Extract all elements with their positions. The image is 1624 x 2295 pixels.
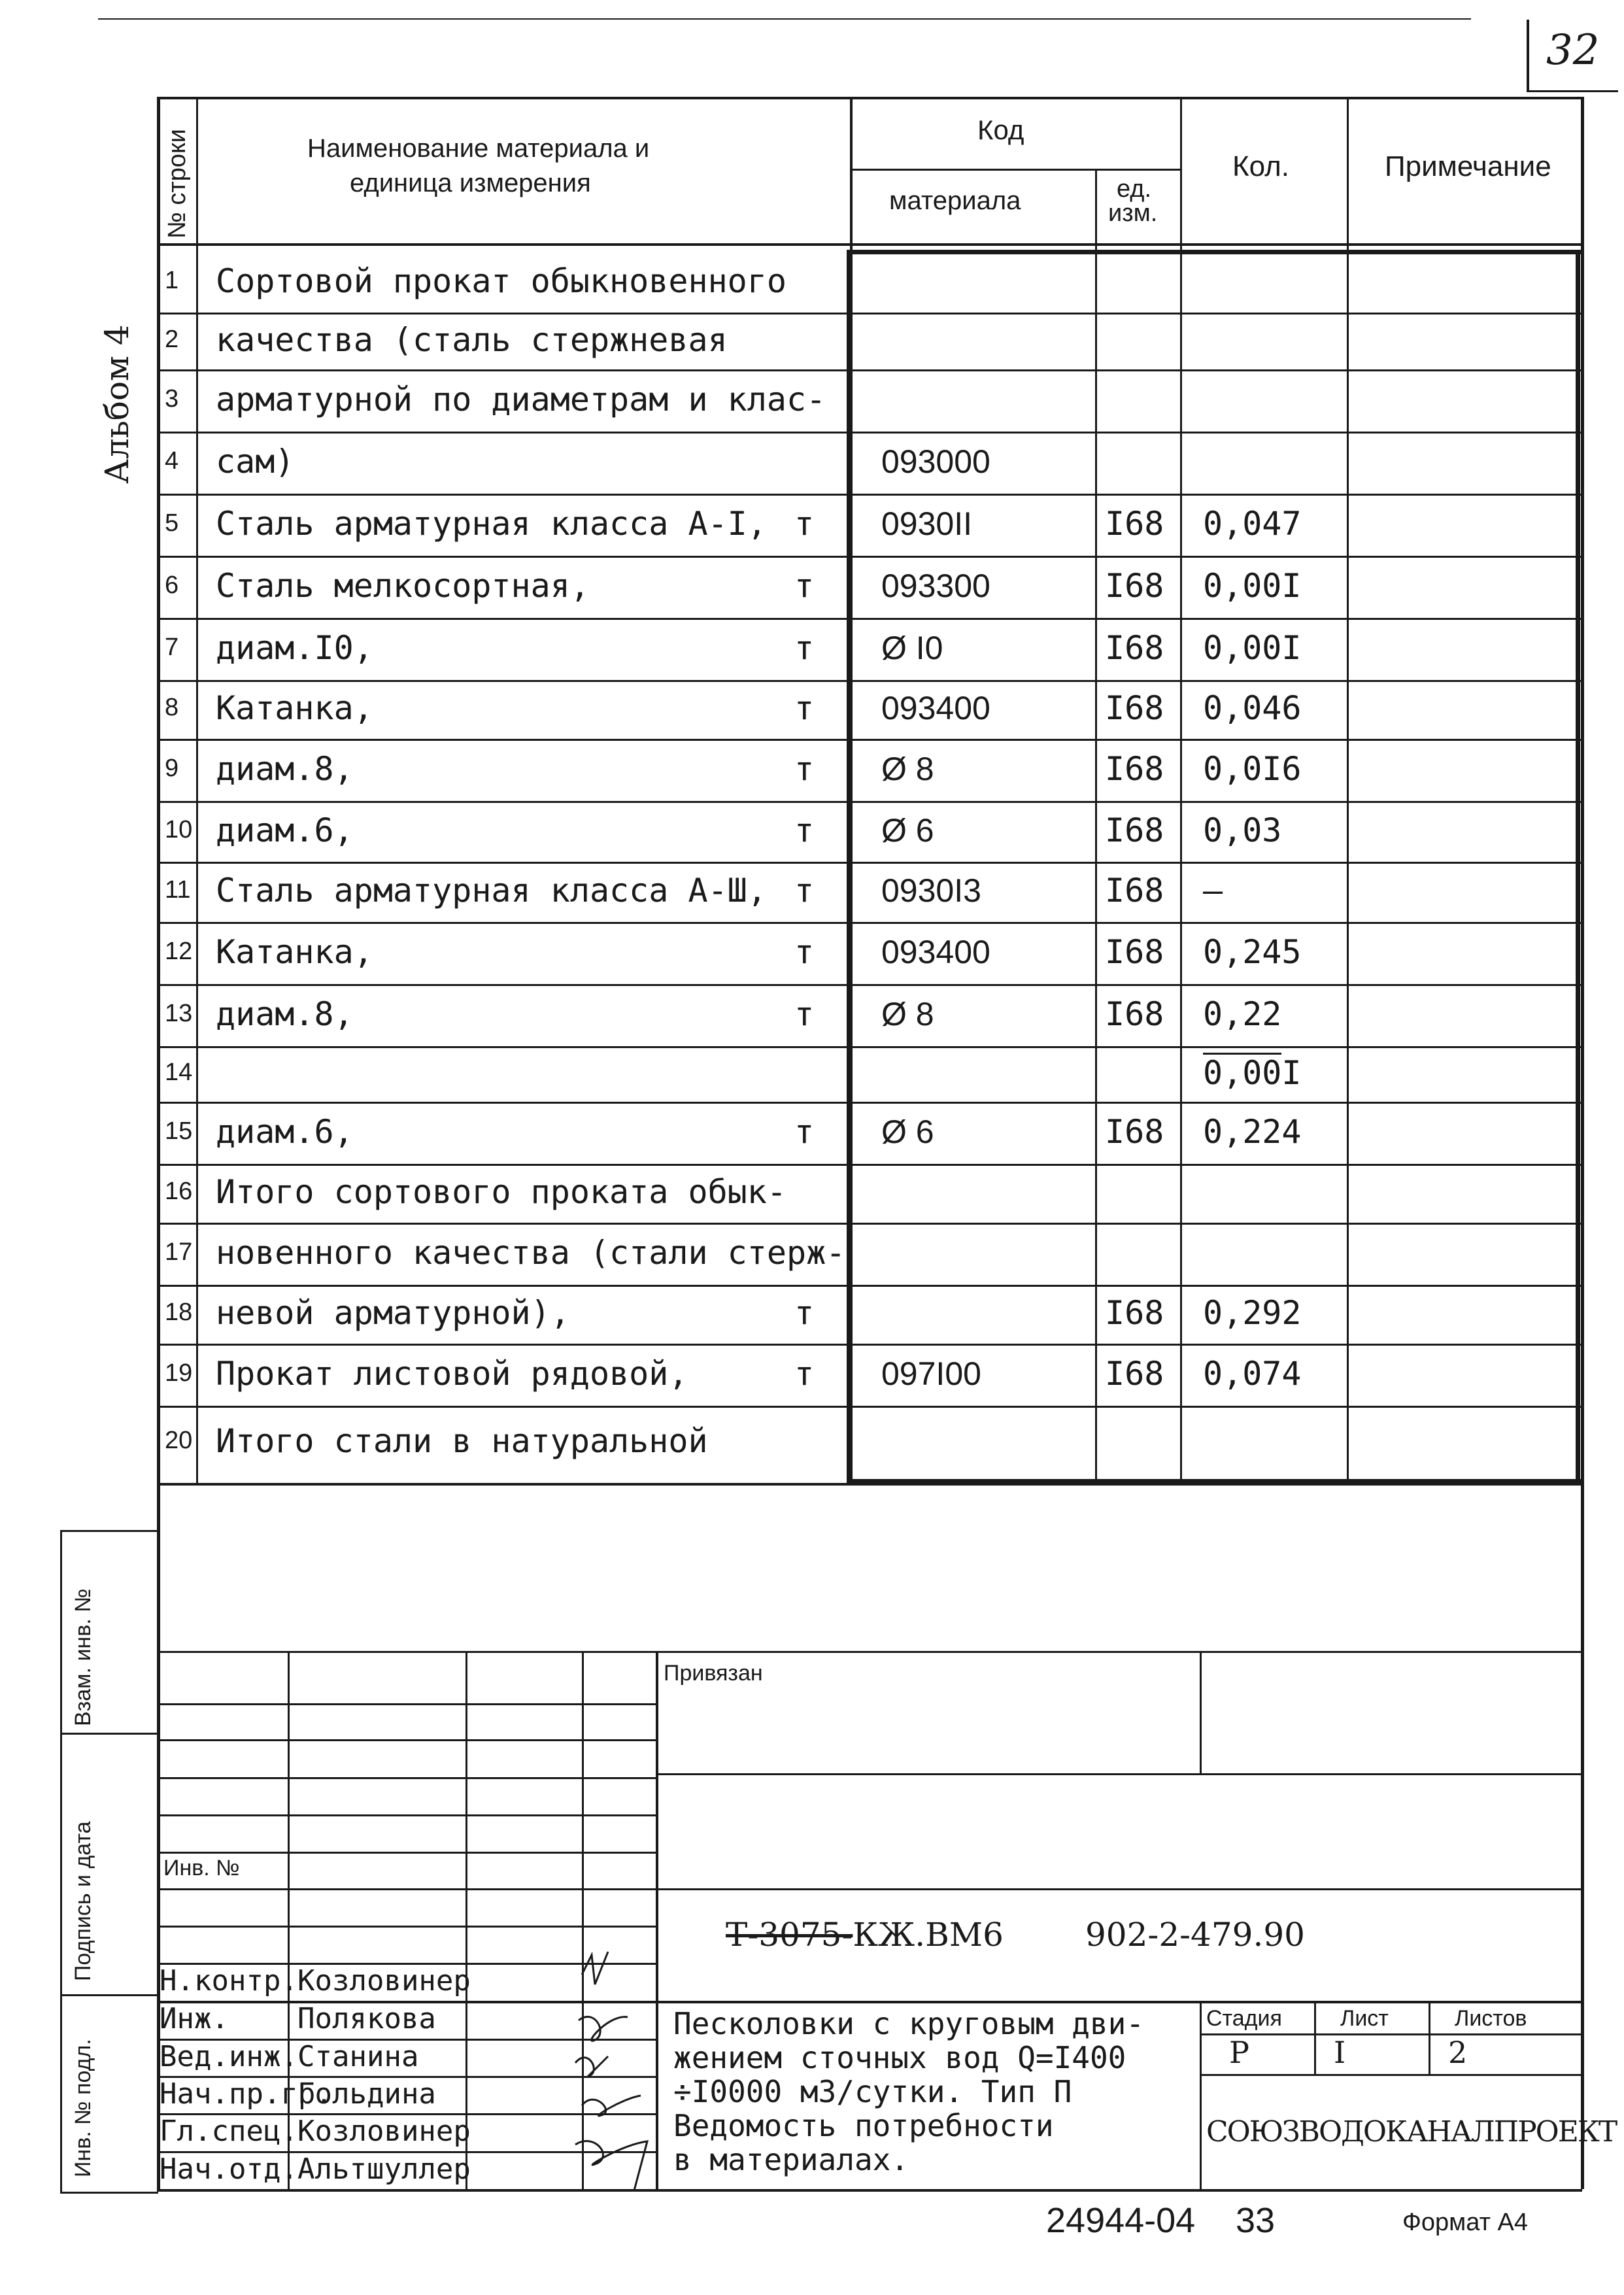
row-number: 15 [165, 1117, 193, 1145]
stamp-privyazan-split [1200, 1651, 1202, 1773]
row-separator [157, 432, 1582, 434]
row-number: 6 [165, 571, 179, 599]
page-number-box-line [1527, 20, 1529, 92]
row-unit: I68 [1105, 932, 1164, 971]
header-qty: Кол. [1232, 150, 1290, 182]
stamp-person-role: Нач.отд. [160, 2152, 298, 2186]
row-code: 093300 [881, 567, 990, 604]
page-number-box-bottom [1527, 90, 1618, 92]
stamp-bottom [157, 2189, 1582, 2192]
stamp-listov-label: Листов [1455, 2006, 1527, 2031]
row-separator [157, 556, 1582, 558]
row-qty: 0,03 [1203, 811, 1282, 849]
row-number: 4 [165, 447, 179, 475]
row-separator [157, 680, 1582, 682]
header-note: Примечание [1385, 150, 1551, 182]
row-number: 2 [165, 325, 179, 353]
row-qty: 0,047 [1203, 504, 1302, 543]
header-unit-line2: изм. [1108, 199, 1158, 227]
row-name: Итого сортового проката обык- [216, 1173, 787, 1211]
stamp-stadia-col1 [1314, 2001, 1316, 2074]
row-unit-t: т [794, 1354, 815, 1393]
stamp-person-name: Станина [297, 2040, 419, 2073]
stamp-person-role: Вед.инж. [160, 2040, 298, 2073]
row-name: качества (сталь стержневая [216, 320, 728, 359]
side-top [60, 1530, 158, 1532]
stamp-list: I [1334, 2035, 1346, 2070]
header-row-no: № строки [163, 129, 191, 239]
stamp-title-line: Песколовки с круговым дви- [673, 2006, 1145, 2041]
stamp-r3 [157, 1777, 657, 1779]
row-name: Катанка, [216, 932, 373, 971]
row-code: 093400 [881, 690, 990, 726]
row-separator [157, 1223, 1582, 1225]
row-unit: I68 [1105, 1354, 1164, 1393]
row-number: 20 [165, 1427, 193, 1455]
header-name-line1: Наименование материала и [307, 134, 650, 163]
stamp-listov: 2 [1448, 2035, 1468, 2070]
col-unit-right [1180, 97, 1182, 1483]
page-number: 32 [1546, 26, 1600, 75]
row-separator [157, 1406, 1582, 1408]
stamp-title-line: ÷I0000 м3/сутки. Тип П [673, 2074, 1072, 2109]
stamp-r6 [157, 1888, 1582, 1890]
album-label: Альбом 4 [98, 324, 136, 484]
row-separator [157, 494, 1582, 496]
stamp-stadia-col2 [1429, 2001, 1430, 2074]
row-name: диам.8, [216, 994, 354, 1033]
row-name: диам.6, [216, 811, 354, 849]
row-number: 19 [165, 1359, 193, 1387]
row-separator [157, 369, 1582, 371]
stamp-person-role: Гл.спец. [160, 2115, 298, 2148]
side-frame-outer [60, 1530, 62, 2194]
row-number: 9 [165, 754, 179, 782]
stamp-person-name: Козловинер [297, 2115, 471, 2148]
row-unit-t: т [794, 749, 815, 788]
stamp-list-label: Лист [1340, 2006, 1389, 2031]
stamp-title-line: в материалах. [673, 2142, 909, 2177]
row-name: Катанка, [216, 689, 373, 727]
thick-frame-bottom [848, 1479, 1583, 1484]
row-number: 10 [165, 815, 193, 843]
side-bottom [60, 2192, 158, 2194]
row-name: диам.8, [216, 749, 354, 788]
row-number: 13 [165, 999, 193, 1027]
row-unit: I68 [1105, 628, 1164, 667]
row-code: 0930II [881, 505, 973, 542]
doc-code [726, 1916, 1004, 1954]
row-code: Ø 8 [881, 995, 934, 1032]
thick-frame-left [847, 250, 851, 1484]
stamp-title-split [1200, 2001, 1202, 2189]
stamp-r2 [157, 1739, 657, 1741]
row-qty: 0,245 [1203, 932, 1302, 971]
row-separator [157, 862, 1582, 864]
row-separator [157, 618, 1582, 620]
row-number: 3 [165, 384, 179, 413]
row-name: невой арматурной), [216, 1294, 570, 1332]
row-qty: 0,074 [1203, 1354, 1302, 1393]
row-name: Сортовой прокат обыкновенного [216, 262, 787, 300]
col-rowno-right [196, 97, 198, 1483]
row-unit: I68 [1105, 504, 1164, 543]
stamp-stadia-bottom [1200, 2074, 1582, 2076]
row-unit-t: т [794, 628, 815, 667]
top-border-line [98, 18, 1471, 20]
side-vzam: Взам. инв. № [71, 1588, 95, 1726]
row-unit: I68 [1105, 994, 1164, 1033]
row-code: 097I00 [881, 1355, 981, 1392]
row-separator [157, 1102, 1582, 1104]
stamp-person-name: Козловинер [297, 1964, 471, 1998]
row-unit-t: т [794, 872, 815, 910]
row-code: Ø 6 [881, 811, 934, 849]
stamp-person-role: Н.контр. [160, 1964, 298, 1998]
stamp-person-name: Полякова [297, 2002, 436, 2035]
row-qty: 0,00I [1203, 1053, 1302, 1092]
doc-code-struck: Т-3075- [726, 1916, 853, 1954]
side-inv-podl: Инв. № подл. [71, 2039, 95, 2177]
row-qty: 0,00I [1203, 566, 1302, 605]
footer-number: 24944-04 [1046, 2201, 1196, 2240]
row-separator [157, 1285, 1582, 1287]
stamp-top [157, 1651, 1582, 1653]
stamp-person-role: Инж. [160, 2002, 229, 2035]
row-separator [157, 801, 1582, 803]
row-qty: 0,224 [1203, 1112, 1302, 1151]
row-number: 1 [165, 266, 179, 294]
row-code: 093400 [881, 933, 990, 970]
row-separator [157, 1046, 1582, 1048]
side-podpis: Подпись и дата [71, 1821, 95, 1981]
row-name: диам.6, [216, 1112, 354, 1151]
side-div1 [60, 1733, 158, 1735]
table-top [157, 97, 1582, 99]
row-separator [157, 739, 1582, 741]
row-qty: 0,00I [1203, 628, 1302, 667]
row-unit-t: т [794, 811, 815, 849]
row-name: новенного качества (стали стерж- [216, 1233, 846, 1272]
stamp-person-name: Гольдина [297, 2077, 436, 2111]
row-name: Сталь арматурная класса А-Ш, [216, 872, 767, 910]
thick-frame-top [848, 250, 1583, 254]
row-unit-t: т [794, 504, 815, 543]
stamp-title-line: Ведомость потребности [673, 2108, 1054, 2143]
row-unit-t: т [794, 566, 815, 605]
stamp-r1 [157, 1703, 657, 1705]
stamp-stadia: Р [1229, 2035, 1249, 2070]
footer-page: 33 [1236, 2201, 1276, 2240]
row-qty: 0,0I6 [1203, 749, 1302, 788]
row-unit: I68 [1105, 1112, 1164, 1151]
stamp-person-name: Альтшуллер [297, 2152, 471, 2186]
footer-format: Формат А4 [1402, 2209, 1529, 2236]
row-code: Ø 6 [881, 1113, 934, 1150]
row-unit: I68 [1105, 749, 1164, 788]
stamp-r7 [157, 1926, 657, 1928]
stamp-stadia-header-bottom [1200, 2033, 1582, 2035]
doc-code-rest: КЖ.ВМ6 [853, 1916, 1004, 1954]
header-name-line2: единица измерения [350, 169, 591, 197]
row-number: 11 [165, 876, 191, 904]
col-qty-right [1347, 97, 1349, 1483]
row-code: 093000 [881, 443, 990, 480]
side-div2 [60, 1994, 158, 1996]
header-code-split [850, 169, 1180, 171]
row-number: 16 [165, 1178, 193, 1206]
row-qty: 0,046 [1203, 689, 1302, 727]
row-separator [157, 922, 1582, 924]
row-qty: 0,292 [1203, 1294, 1302, 1332]
row-code: Ø I0 [881, 629, 943, 666]
stamp-privyazan: Привязан [664, 1661, 763, 1686]
row-number: 5 [165, 509, 179, 537]
row-qty: 0,22 [1203, 994, 1282, 1033]
stamp-inv-no: Инв. № [163, 1856, 240, 1880]
stamp-person-role: Нач.пр.гр. [160, 2077, 333, 2111]
stamp-org: СОЮЗВОДОКАНАЛПРОЕКТ [1206, 2115, 1617, 2149]
stamp-r5 [157, 1852, 657, 1854]
row-number: 7 [165, 633, 179, 661]
stamp-col2 [465, 1651, 467, 2189]
row-number: 18 [165, 1299, 193, 1327]
row-name: Итого стали в натуральной [216, 1422, 708, 1460]
header-bottom [157, 243, 1582, 246]
row-unit: I68 [1105, 811, 1164, 849]
row-unit-t: т [794, 994, 815, 1033]
thick-frame-right [1576, 250, 1580, 1484]
stamp-title-line: жением сточных вод Q=I400 [673, 2040, 1126, 2075]
frame-right [1581, 97, 1584, 2189]
row-name: Сталь арматурная класса А-I, [216, 504, 767, 543]
row-separator [157, 984, 1582, 986]
header-unit-line1: ед. [1117, 175, 1152, 203]
row-unit: I68 [1105, 566, 1164, 605]
row-unit-t: т [794, 689, 815, 727]
row-unit: I68 [1105, 872, 1164, 910]
row-qty: – [1203, 872, 1223, 910]
row-name: диам.I0, [216, 628, 373, 667]
row-separator [157, 1344, 1582, 1346]
row-separator [157, 1164, 1582, 1166]
stamp-r4 [157, 1814, 657, 1816]
qty-underline [1203, 1053, 1281, 1055]
doc-number: 902-2-479.90 [1085, 1916, 1305, 1954]
row-unit-t: т [794, 1294, 815, 1332]
frame-left [157, 97, 160, 2189]
stamp-stadia-label: Стадия [1206, 2006, 1282, 2031]
row-number: 14 [165, 1058, 193, 1086]
row-unit: I68 [1105, 689, 1164, 727]
row-name: Прокат листовой рядовой, [216, 1354, 688, 1393]
row-separator [157, 313, 1582, 314]
stamp-privyazan-bottom [656, 1773, 1581, 1775]
row-name: Сталь мелкосортная, [216, 566, 590, 605]
row-number: 12 [165, 937, 193, 965]
header-material: материала [889, 186, 1021, 215]
row-name: арматурной по диаметрам и клас- [216, 380, 826, 418]
row-unit-t: т [794, 1112, 815, 1151]
header-code: Код [977, 114, 1024, 145]
row-number: 8 [165, 694, 179, 722]
row-unit-t: т [794, 932, 815, 971]
row-unit: I68 [1105, 1294, 1164, 1332]
row-code: Ø 8 [881, 750, 934, 787]
row-code: 0930I3 [881, 872, 981, 909]
row-number: 17 [165, 1238, 193, 1266]
row-name: сам) [216, 442, 295, 481]
